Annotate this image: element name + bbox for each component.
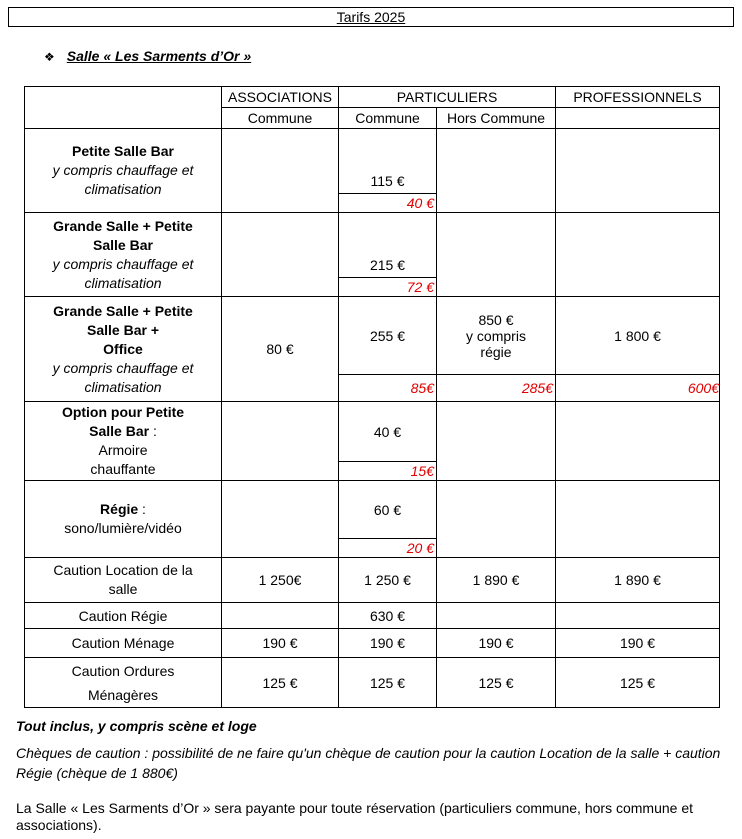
- row-label-regie: [25, 481, 222, 558]
- hors-commune-note: régie: [480, 343, 512, 360]
- cell-part-commune-red: 40 €: [339, 194, 437, 213]
- label-text: Caution Location de la: [53, 562, 193, 578]
- cell-part-commune: 255 €: [339, 297, 437, 375]
- cell-pro: 1 890 €: [556, 558, 720, 603]
- cell-pro: [556, 213, 720, 297]
- hors-commune-note: y compris: [466, 327, 526, 344]
- cell-part-commune-red: 20 €: [339, 539, 437, 558]
- cell-pro: [556, 402, 720, 481]
- label-bold: Salle Bar: [89, 423, 150, 439]
- table-row: [25, 629, 720, 658]
- cell-hors-commune: [437, 481, 556, 558]
- cell-part-commune-red: 15€: [339, 462, 437, 481]
- header-row-1: [25, 87, 720, 108]
- label-text: chauffante: [90, 461, 156, 477]
- row-label-caution-regie: Caution Régie: [25, 603, 222, 629]
- cell-assoc: 1 250€: [222, 558, 339, 603]
- cell-hors-commune: [437, 213, 556, 297]
- label-bold: Grande Salle + Petite: [53, 302, 193, 319]
- cell-part-commune: 40 €: [339, 402, 437, 462]
- cell-part-commune: 1 250 €: [339, 558, 437, 603]
- label-bold: Salle Bar: [93, 236, 153, 253]
- cell-part-commune: 125 €: [339, 658, 437, 708]
- cell-hors-commune-red: 285€: [437, 375, 556, 402]
- label-text: Caution Ordures: [71, 662, 175, 679]
- cell-part-commune-red: 72 €: [339, 278, 437, 297]
- row-label-grande-petite: [25, 213, 222, 297]
- label-text: Armoire: [98, 442, 148, 458]
- cell-assoc: [222, 129, 339, 213]
- label-colon: :: [149, 423, 157, 439]
- cell-pro: 1 800 €: [556, 297, 720, 375]
- section-heading: [44, 48, 251, 64]
- cell-pro: [556, 481, 720, 558]
- label-italic: climatisation: [84, 181, 162, 197]
- cell-hors-commune: [437, 402, 556, 481]
- cell-part-commune: 190 €: [339, 629, 437, 658]
- table-row: [25, 213, 720, 278]
- cell-pro: [556, 603, 720, 629]
- footer-caution-note: Chèques de caution : possibilité de ne faire qu'un chèque de caution pour la caution Location de la salle + caution Régie (chèque de 1 880€): [16, 745, 721, 781]
- cell-hors-commune: 1 890 €: [437, 558, 556, 603]
- table-row: [25, 558, 720, 603]
- cell-hors-commune: [437, 603, 556, 629]
- tarifs-table: [24, 86, 720, 708]
- label-italic: y compris chauffage et: [52, 162, 194, 178]
- col-associations: ASSOCIATIONS: [222, 87, 339, 108]
- label-text: salle: [108, 581, 138, 597]
- col-particuliers: PARTICULIERS: [339, 87, 556, 108]
- cell-assoc: 125 €: [222, 658, 339, 708]
- table-row: [25, 603, 720, 629]
- label-bold: Office: [103, 340, 143, 357]
- page-title: Tarifs 2025: [336, 9, 406, 25]
- label-bold: Grande Salle + Petite: [53, 217, 193, 234]
- cell-pro: 125 €: [556, 658, 720, 708]
- cell-part-commune: 215 €: [339, 213, 437, 278]
- col-pro-empty: [556, 108, 720, 129]
- label-colon: :: [138, 501, 146, 517]
- table-row: [25, 402, 720, 462]
- label-italic: climatisation: [84, 378, 162, 395]
- cell-pro-red: 600€: [556, 375, 720, 402]
- footer-payment-note: La Salle « Les Sarments d’Or » sera payante pour toute réservation (particuliers commune, hors commune et associations).: [16, 800, 693, 833]
- row-label-caution-menage: Caution Ménage: [25, 629, 222, 658]
- cell-assoc: [222, 402, 339, 481]
- label-bold: Option pour Petite: [61, 404, 185, 420]
- cell-hors-commune: 125 €: [437, 658, 556, 708]
- label-bold: Régie: [100, 501, 139, 517]
- row-label-petite-salle: [25, 129, 222, 213]
- footer-included-note: Tout inclus, y compris scène et loge: [16, 718, 257, 734]
- table-row: [25, 297, 720, 375]
- cell-assoc: 190 €: [222, 629, 339, 658]
- label-italic: y compris chauffage et: [52, 359, 194, 376]
- diamond-bullet-icon: ❖: [44, 50, 55, 64]
- cell-hors-commune: 190 €: [437, 629, 556, 658]
- cell-pro: 190 €: [556, 629, 720, 658]
- cell-hors-commune: [437, 297, 556, 375]
- row-label-caution-location: [25, 558, 222, 603]
- cell-part-commune: 115 €: [339, 129, 437, 194]
- cell-assoc: [222, 213, 339, 297]
- empty-header-cell: [25, 87, 222, 129]
- label-bold: Petite Salle Bar: [72, 143, 174, 159]
- col-part-hors-commune: Hors Commune: [437, 108, 556, 129]
- cell-assoc: [222, 603, 339, 629]
- row-label-grande-office: [25, 297, 222, 402]
- hors-commune-price: 850 €: [478, 311, 514, 328]
- table-row: [25, 129, 720, 194]
- label-bold: Salle Bar +: [87, 321, 159, 338]
- label-italic: y compris chauffage et: [52, 255, 194, 272]
- col-professionnels: PROFESSIONNELS: [556, 87, 720, 108]
- row-label-option: [25, 402, 222, 481]
- col-part-commune: Commune: [339, 108, 437, 129]
- cell-pro: [556, 129, 720, 213]
- label-italic: climatisation: [84, 274, 162, 291]
- cell-part-commune-red: 85€: [339, 375, 437, 402]
- cell-part-commune: 60 €: [339, 481, 437, 539]
- col-assoc-commune: Commune: [222, 108, 339, 129]
- cell-assoc: [222, 481, 339, 558]
- section-title: Salle « Les Sarments d’Or »: [66, 48, 252, 64]
- table-row: [25, 481, 720, 539]
- cell-hors-commune: [437, 129, 556, 213]
- page-title-box: [8, 7, 734, 27]
- row-label-caution-ordures: [25, 658, 222, 708]
- cell-part-commune: 630 €: [339, 603, 437, 629]
- cell-assoc: 80 €: [222, 297, 339, 402]
- label-text: Ménagères: [87, 686, 159, 703]
- label-text: sono/lumière/vidéo: [64, 520, 182, 536]
- table-row: [25, 658, 720, 708]
